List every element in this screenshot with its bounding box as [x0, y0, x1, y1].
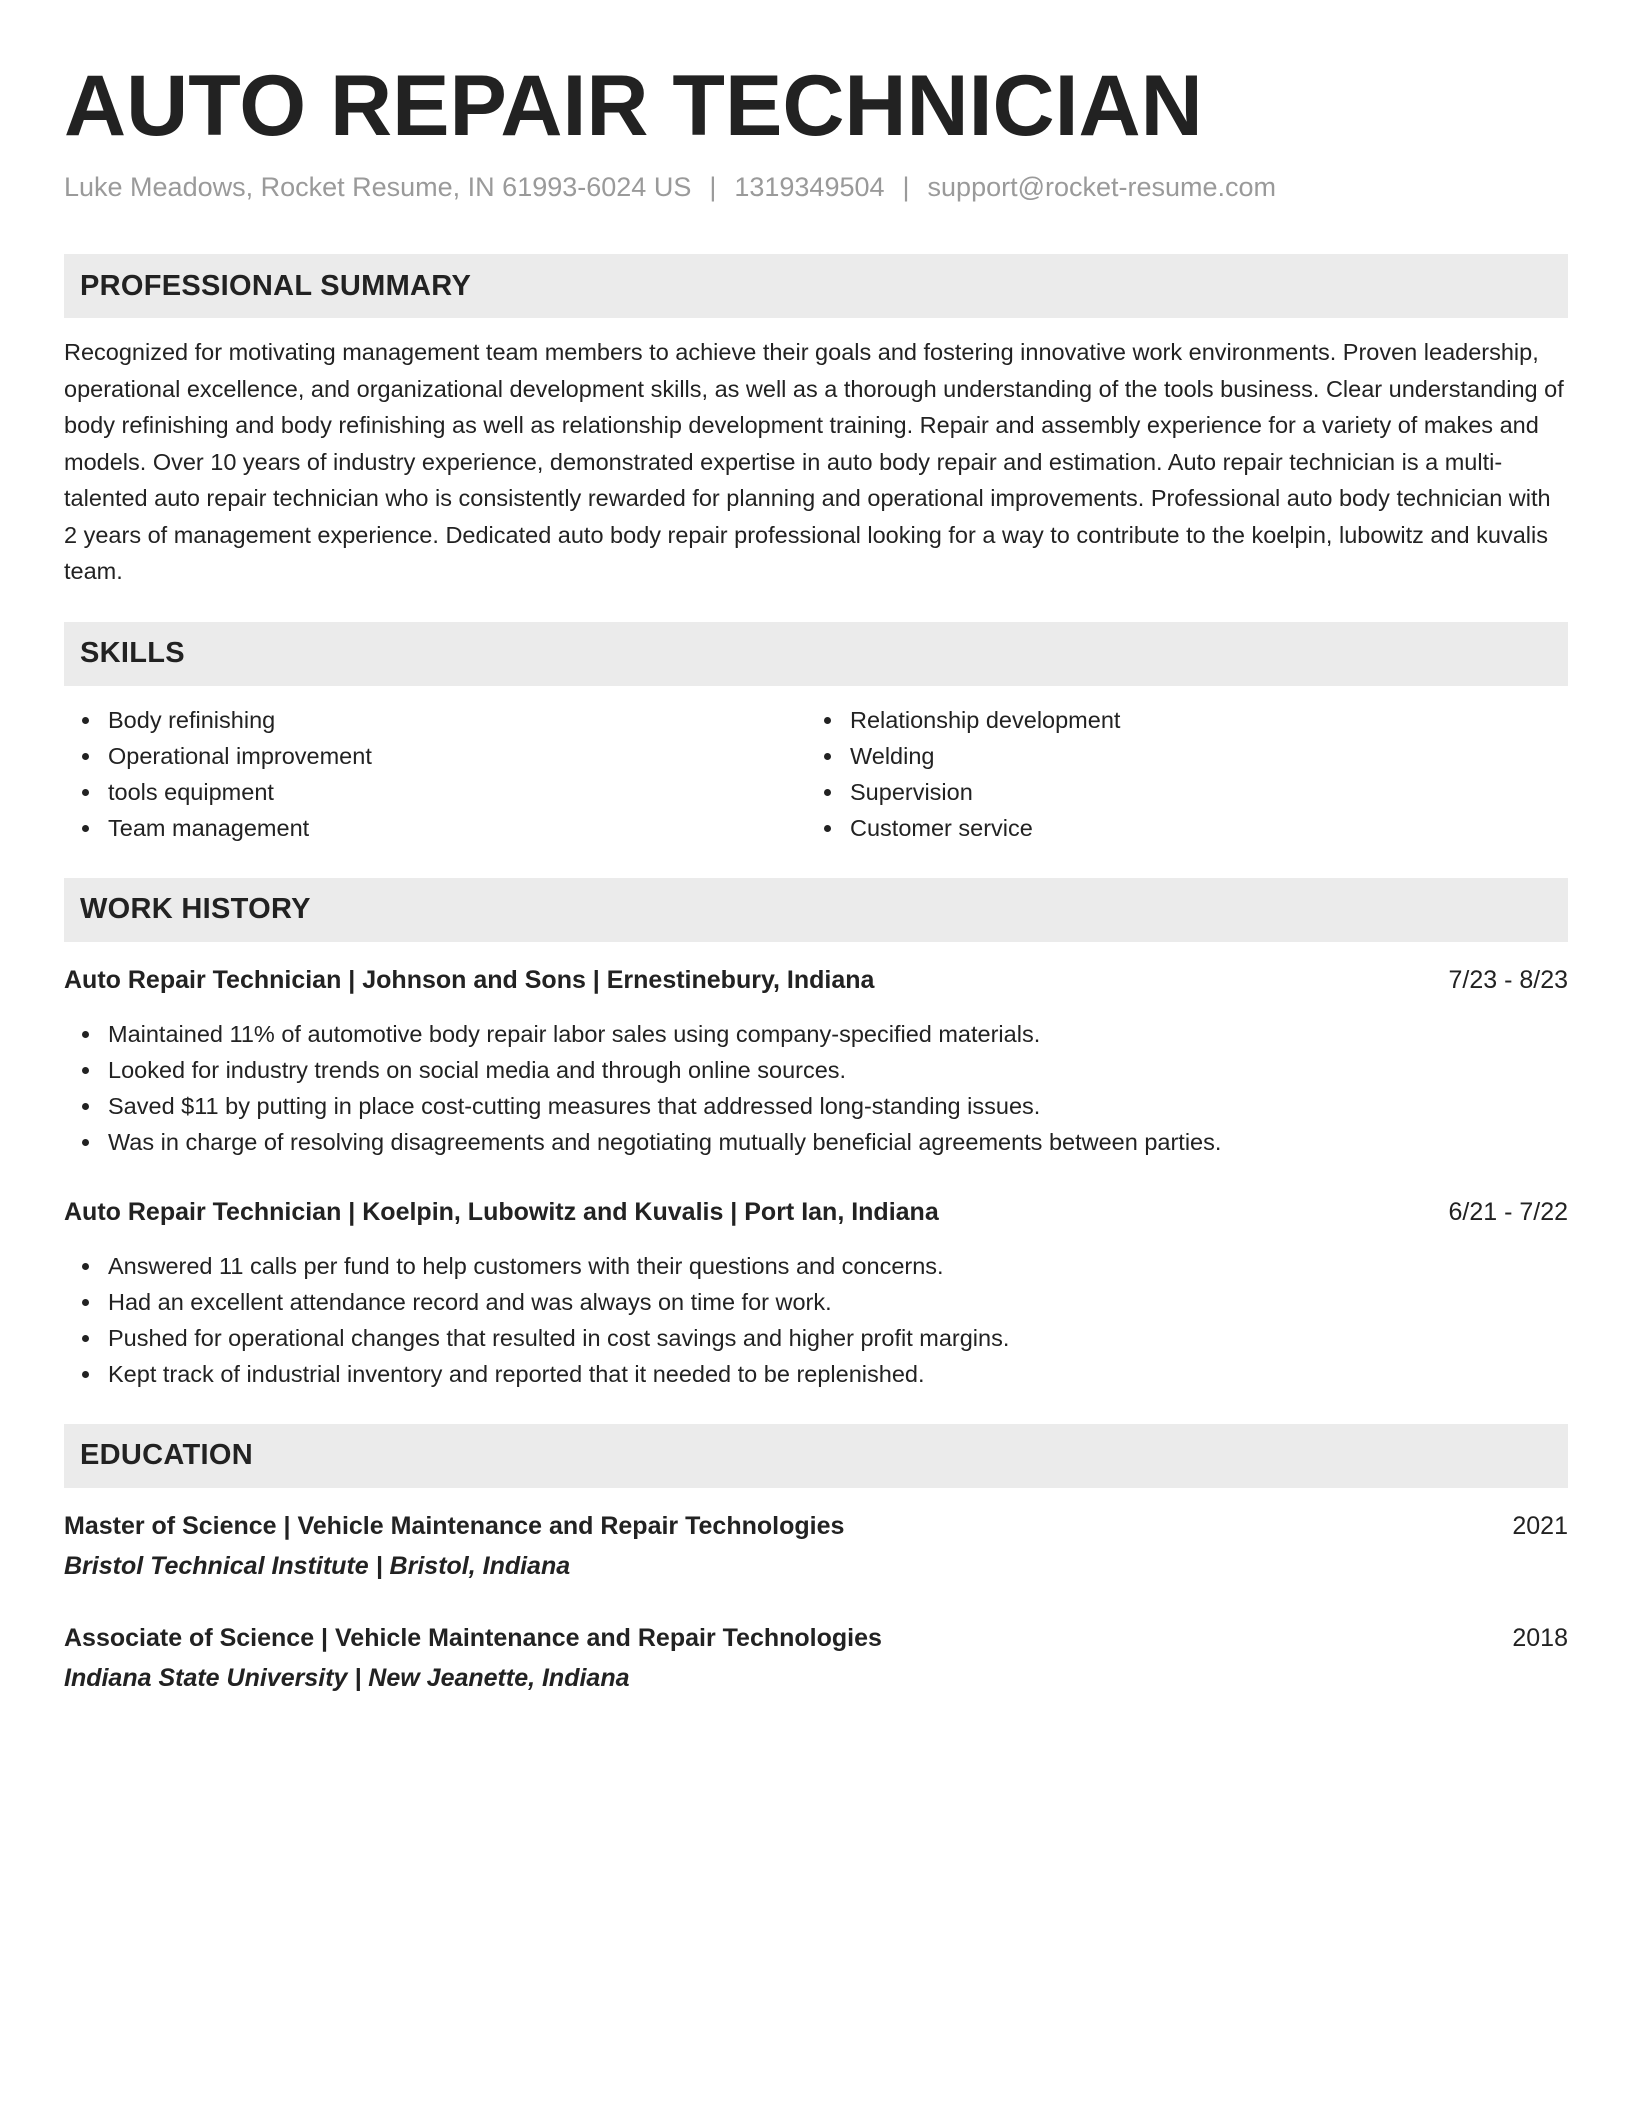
graduation-year: 2018: [1512, 1623, 1568, 1652]
skills-heading: SKILLS: [64, 622, 1568, 686]
summary-heading: PROFESSIONAL SUMMARY: [64, 254, 1568, 318]
skill-item: Team management: [64, 810, 806, 846]
contact-separator: |: [902, 172, 910, 202]
resume-title: AUTO REPAIR TECHNICIAN: [64, 58, 1203, 154]
skill-item: Supervision: [806, 774, 1548, 810]
education-header: [64, 1508, 1568, 1544]
summary-text: Recognized for motivating management team members to achieve their goals and fostering innovative work environments. Proven leadership, operational excellence, and organizational development skills, as well as a thorough understanding of the tools business. Clear understanding of body refinishing and body refinishing as well as relationship development training. Repair and assembly experience for a variety of makes and models. Over 10 years of industry experience, demonstrated expertise in auto body repair and estimation. Auto repair technician is a multi-talented auto repair technician who is consistently rewarded for planning and operational improvements. Professional auto body technician with 2 years of management experience. Dedicated auto body repair professional looking for a way to contribute to the koelpin, lubowitz and kuvalis team.: [64, 339, 1564, 584]
duty-item: Pushed for operational changes that resulted in cost savings and higher profit margins.: [64, 1320, 1568, 1356]
graduation-year: 2021: [1512, 1511, 1568, 1540]
work-history-heading: WORK HISTORY: [64, 878, 1568, 942]
education-heading: EDUCATION: [64, 1424, 1568, 1488]
skill-item: Welding: [806, 738, 1548, 774]
duty-item: Maintained 11% of automotive body repair labor sales using company-specified materials.: [64, 1016, 1568, 1052]
education-entry: [64, 1508, 1568, 1584]
duty-item: Had an excellent attendance record and was always on time for work.: [64, 1284, 1568, 1320]
skill-item: Operational improvement: [64, 738, 806, 774]
degree-title: Master of Science | Vehicle Maintenance and Repair Technologies: [64, 1511, 845, 1540]
job-duties: [64, 1248, 1568, 1392]
job-dates: 7/23 - 8/23: [1448, 965, 1568, 994]
contact-line: [64, 170, 1568, 204]
job-dates: 6/21 - 7/22: [1448, 1197, 1568, 1226]
skills-list: [64, 702, 1568, 846]
skills-column-left: [64, 702, 806, 846]
skill-item: Customer service: [806, 810, 1548, 846]
job-duties: [64, 1016, 1568, 1160]
contact-separator: |: [709, 172, 717, 202]
degree-title: Associate of Science | Vehicle Maintenance and Repair Technologies: [64, 1623, 882, 1652]
skill-item: tools equipment: [64, 774, 806, 810]
contact-email: support@rocket-resume.com: [927, 172, 1277, 202]
duty-item: Looked for industry trends on social media and through online sources.: [64, 1052, 1568, 1088]
duty-item: Saved $11 by putting in place cost-cutting measures that addressed long-standing issues.: [64, 1088, 1568, 1124]
contact-phone: 1319349504: [734, 172, 885, 202]
job-entry: [64, 1194, 1568, 1392]
skill-item: Relationship development: [806, 702, 1548, 738]
job-title: Auto Repair Technician | Johnson and Sons | Ernestinebury, Indiana: [64, 965, 875, 994]
skill-item: Body refinishing: [64, 702, 806, 738]
duty-item: Was in charge of resolving disagreements and negotiating mutually beneficial agreements between parties.: [64, 1124, 1568, 1160]
school-name: Bristol Technical Institute | Bristol, Indiana: [64, 1551, 571, 1580]
job-header: [64, 962, 1568, 998]
education-entry: [64, 1620, 1568, 1696]
education-header: [64, 1620, 1568, 1656]
job-title: Auto Repair Technician | Koelpin, Lubowitz and Kuvalis | Port Ian, Indiana: [64, 1197, 939, 1226]
duty-item: Answered 11 calls per fund to help customers with their questions and concerns.: [64, 1248, 1568, 1284]
duty-item: Kept track of industrial inventory and reported that it needed to be replenished.: [64, 1356, 1568, 1392]
skills-column-right: [806, 702, 1548, 846]
job-entry: [64, 962, 1568, 1160]
contact-address: Luke Meadows, Rocket Resume, IN 61993-6024 US: [64, 172, 692, 202]
school-name: Indiana State University | New Jeanette, Indiana: [64, 1663, 630, 1692]
resume-page: [64, 56, 1568, 1696]
job-header: [64, 1194, 1568, 1230]
